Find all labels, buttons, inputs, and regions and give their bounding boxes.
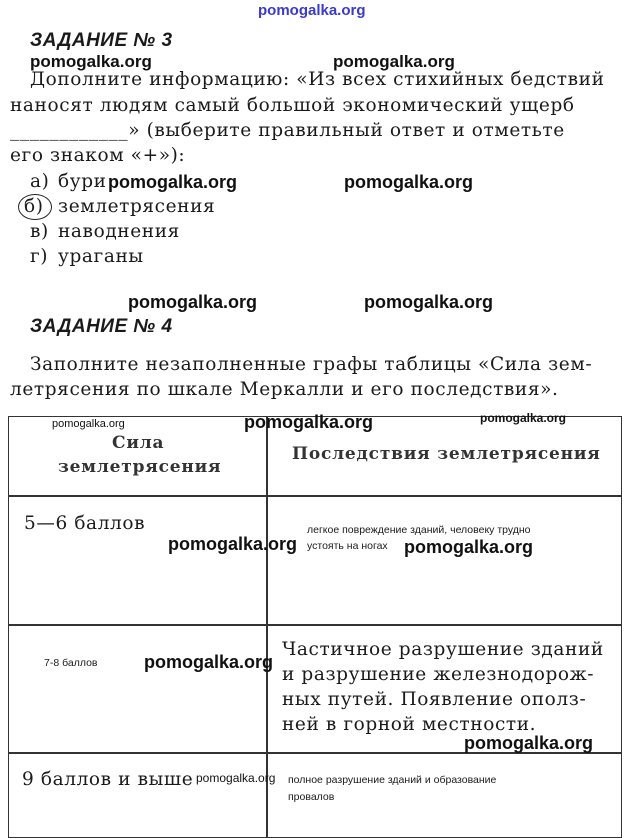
watermark-top: pomogalka.org xyxy=(258,2,366,19)
task3-line-2: наносят людям самый большой экономический ущерб xyxy=(10,95,575,116)
watermark: pomogalka.org xyxy=(244,412,374,432)
watermark: pomogalka.org xyxy=(480,411,567,425)
task4-heading: ЗАДАНИЕ № 4 xyxy=(30,316,173,337)
row1-strength: 5—6 баллов xyxy=(24,513,146,534)
watermark: pomogalka.org xyxy=(464,733,594,753)
table-row-divider xyxy=(9,624,621,626)
task3-heading: ЗАДАНИЕ № 3 xyxy=(30,30,173,51)
row2-effect-line-1: Частичное разрушение зданий xyxy=(282,639,604,660)
option-d-label: г) xyxy=(30,246,49,267)
table-row-divider xyxy=(9,495,621,497)
row3-effect-line-2: провалов xyxy=(288,791,335,803)
watermark: pomogalka.org xyxy=(144,652,274,672)
watermark: pomogalka.org xyxy=(108,172,238,192)
option-b-label: б) xyxy=(24,196,44,217)
watermark: pomogalka.org xyxy=(404,537,534,557)
row3-strength: 9 баллов и выше xyxy=(22,769,194,790)
watermark: pomogalka.org xyxy=(128,292,258,312)
watermark: pomogalka.org xyxy=(196,771,276,785)
row2-effect-line-4: ней в горной местности. xyxy=(282,714,537,735)
row1-effect-line-1: легкое повреждение зданий, человеку трудно xyxy=(307,524,531,536)
row3-effect-line-1: полное разрушение зданий и образование xyxy=(288,774,497,786)
task4-line-1: Заполните незаполненные графы таблицы «Сила зем- xyxy=(30,354,593,375)
row1-effect-line-2: устоять на ногах xyxy=(307,540,388,552)
watermark: pomogalka.org xyxy=(168,534,298,554)
option-a-text: бури xyxy=(58,171,107,192)
option-b-text: землетрясения xyxy=(58,196,216,217)
row2-effect-line-3: ных путей. Появление ополз- xyxy=(282,689,587,710)
header-effects: Последствия землетрясения xyxy=(292,444,601,464)
task3-line-3: ____________» (выберите правильный ответ и отметьте xyxy=(10,120,565,141)
header-strength-line-2: землетрясения xyxy=(58,457,222,477)
option-a-label: а) xyxy=(30,171,50,192)
option-c-text: наводнения xyxy=(58,221,180,242)
watermark: pomogalka.org xyxy=(344,172,474,192)
watermark: pomogalka.org xyxy=(52,418,125,430)
row2-effect-line-2: и разрушение железнодорож- xyxy=(282,664,595,685)
option-d-text: ураганы xyxy=(58,246,144,267)
task4-line-2: летрясения по шкале Меркалли и его последствия». xyxy=(10,379,559,400)
watermark: pomogalka.org xyxy=(30,52,152,71)
option-c-label: в) xyxy=(30,221,49,242)
task3-line-4: его знаком «+»): xyxy=(10,145,186,166)
row2-strength: 7-8 баллов xyxy=(44,657,98,669)
watermark: pomogalka.org xyxy=(333,52,455,71)
header-strength-line-1: Сила xyxy=(112,433,165,453)
task3-line-1: Дополните информацию: «Из всех стихийных бедствий xyxy=(30,69,605,90)
watermark: pomogalka.org xyxy=(364,292,494,312)
